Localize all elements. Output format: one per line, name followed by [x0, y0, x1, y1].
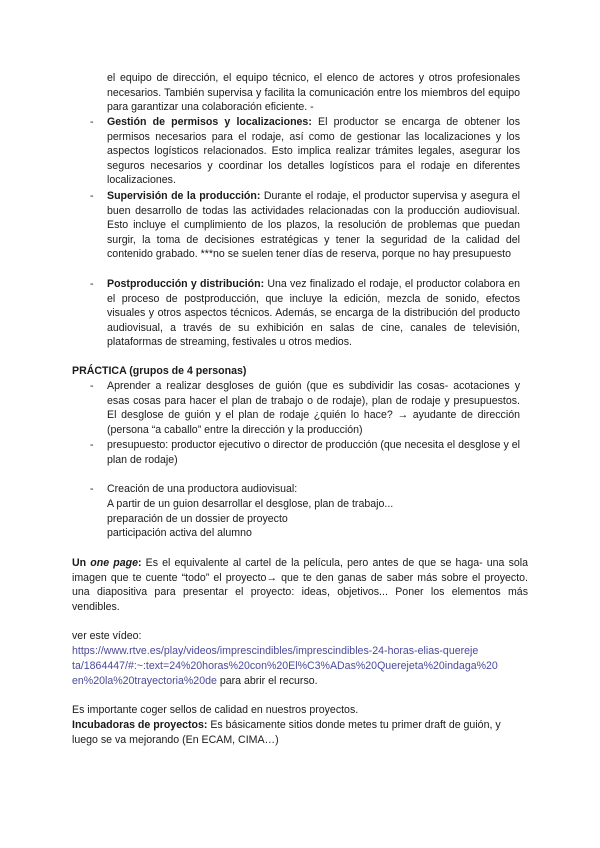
bullet-supervision: [90, 189, 520, 262]
bullet-text: Durante el rodaje, el productor supervisa y asegura el buen desarrollo de todas las actividades relacionadas con la producción audiovisual. Esto incluye el cumplimiento de los plazos, la resolución de problemas que puedan surgir, la toma de decisiones estratégicas y tener la seguridad de la calidad del contenido grabado. ***no se suelen tener días de reserva, porque no hay presupuesto: [107, 190, 520, 261]
video-link-line-2[interactable]: ta/1864447/#:~:text=24%20horas%20con%20El%C3%ADas%20Querejeta%20indaga%20: [72, 660, 498, 672]
incubadoras-paragraph: Incubadoras de proyectos: Es básicamente sitios donde metes tu primer draft de guión, y luego se va mejorando (En ECAM, CIMA…): [72, 719, 501, 746]
bullet-dash: -: [90, 278, 94, 290]
practica-item-presupuesto: - presupuesto: productor ejecutivo o director de producción (que necesita el desglose y el plan de rodaje): [90, 439, 520, 466]
practica-item-productora: - Creación de una productora audiovisual:: [90, 483, 298, 495]
bullet-dash: -: [90, 483, 94, 495]
video-link-line-3: en%20la%20trayectoria%20de para abrir el recurso.: [72, 675, 318, 687]
sub-item: A partir de un guion desarrollar el desglose, plan de trabajo...: [107, 498, 394, 510]
practica-heading: PRÁCTICA (grupos de 4 personas): [72, 365, 247, 377]
video-intro: ver este vídeo:: [72, 630, 142, 642]
bullet-dash: -: [90, 380, 94, 392]
bullet-dash: -: [90, 190, 94, 202]
bullet-title: Supervisión de la producción:: [107, 190, 261, 202]
bullet-permisos: [90, 115, 520, 188]
sellos-line: Es importante coger sellos de calidad en nuestros proyectos.: [72, 704, 359, 716]
bullet-dash: -: [90, 439, 94, 451]
video-link-end[interactable]: en%20la%20trayectoria%20de: [72, 675, 217, 687]
bullet-postproduccion: [90, 277, 520, 350]
continuation-paragraph: el equipo de dirección, el equipo técnico, el elenco de actores y otros profesionales necesarios. También supervisa y facilita la comunicación entre los miembros del equipo para garantizar una colaboración eficiente. -: [107, 72, 520, 114]
bullet-dash: -: [90, 116, 94, 128]
one-page-paragraph: Un one page: Es el equivalente al cartel de la película, pero antes de que se haga- una sola imagen que te cuente “todo” el proyecto→ que te den ganas de saber más sobre el proyecto. una diapositiva para presentar el proyecto: ideas, objetivos... Poner los elementos más vendibles.: [72, 557, 528, 613]
sub-item: preparación de un dossier de proyecto: [107, 513, 288, 525]
sub-item: participación activa del alumno: [107, 527, 252, 539]
bullet-text: El productor se encarga de obtener los permisos necesarios para el rodaje, así como de gestionar las localizaciones y los aspectos logísticos relacionados. Esto implica realizar trámites legales, asegurar los seguros necesarios y coordinar los detalles logísticos para el rodaje en diferentes localizaciones.: [107, 116, 520, 187]
bullet-title: Gestión de permisos y localizaciones:: [107, 116, 312, 128]
practica-item-desgloses: - Aprender a realizar desgloses de guión (que es subdividir las cosas- acotaciones y esas cosas para hacer el plan de trabajo o de rodaje), plan de rodaje y presupuestos. El desglose de guión y el plan de rodaje ¿quién lo hace? → ayudante de dirección (persona “a caballo” entre la dirección y la producción): [90, 380, 520, 436]
bullet-title: Postproducción y distribución:: [107, 278, 265, 290]
bullet-text: Una vez finalizado el rodaje, el productor colabora en el proceso de postproducción, que incluye la edición, mezcla de sonido, efectos visuales y otros aspectos técnicos. Además, se encarga de la distribución del producto audiovisual, a través de su exhibición en salas de cine, canales de televisión, plataformas de streaming, festivales u otros medios.: [107, 278, 520, 349]
video-link-line-1[interactable]: https://www.rtve.es/play/videos/imprescindibles/imprescindibles-24-horas-elias-quereje: [72, 645, 479, 657]
